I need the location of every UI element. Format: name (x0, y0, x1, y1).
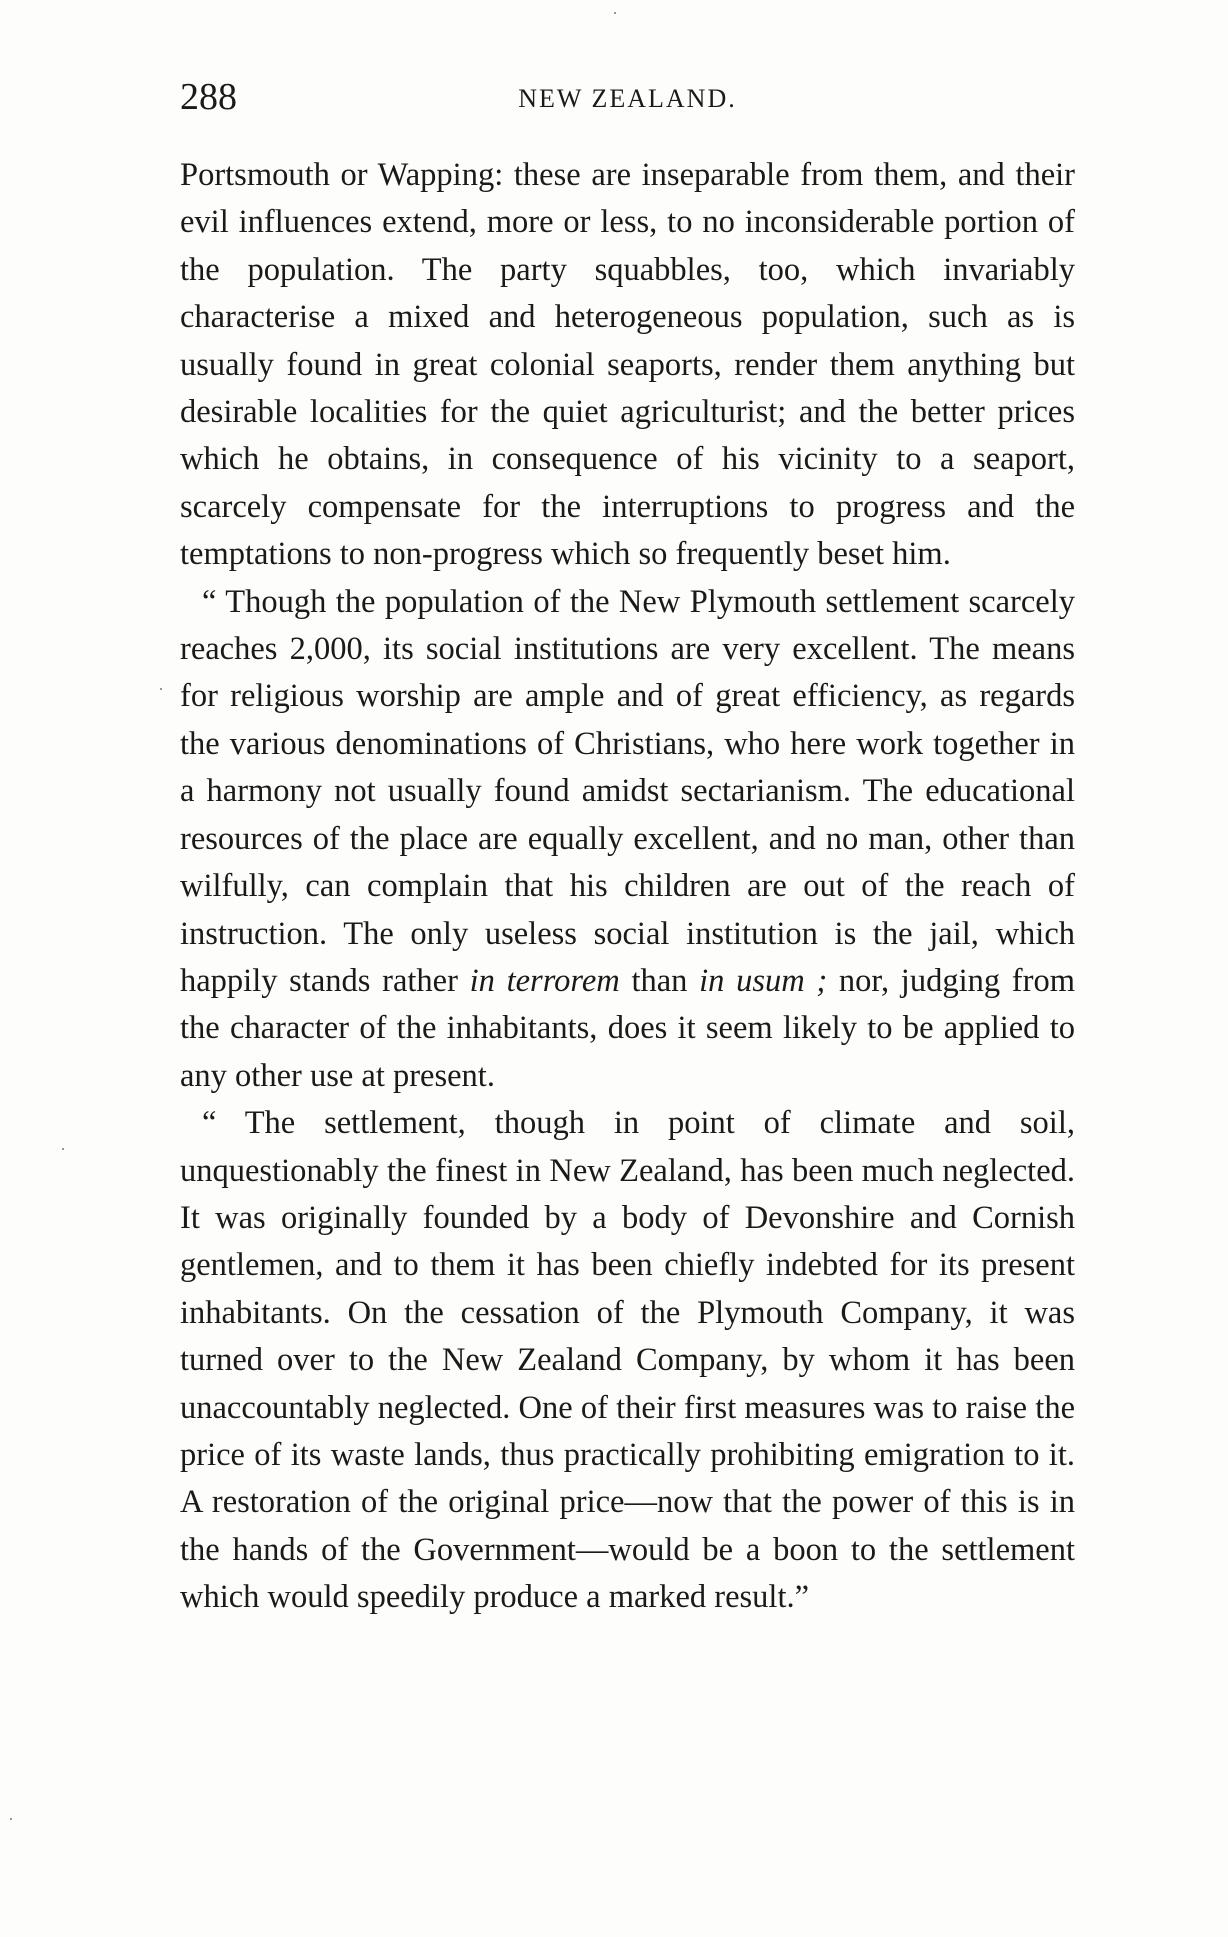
paragraph-1: Portsmouth or Wapping: these are inseparable from them, and their evil influences extend, more or less, to no inconsiderable portion of the population. The party squabbles, too, which invariably characterise a mixed and heterogeneous population, such as is usually found in great colonial seaports, render them anything but desirable localities for the quiet agriculturist; and the better prices which he obtains, in consequence of his vicinity to a seaport, scarcely compensate for the interruptions to progress and the temptations to non-progress which so frequently beset him. (180, 157, 1075, 573)
paper-speck (10, 1818, 12, 1820)
latin-phrase-in-terrorem: in terrorem (469, 962, 620, 999)
body-text (180, 152, 1075, 1622)
paragraph-2-text-a: “ Though the population of the New Plymouth settlement scarcely reaches 2,000, its social institutions are very excellent. The means for religious worship are ample and of great efficiency, as regards the various denominations of Christians, who here work together in a harmony not usually found amidst sectarianism. The educational resources of the place are equally excellent, and no man, other than wilfully, can complain that his children are out of the reach of instruction. The only useless social institution is the jail, which happily stands rather (180, 583, 1075, 999)
running-head (180, 72, 1075, 122)
paper-speck (62, 1148, 64, 1150)
paragraph-2-text-c: nor, judging from the character of the inhabitants, does it seem likely to be applied to any other use at present. (180, 962, 1075, 1094)
latin-phrase-in-usum: in usum ; (699, 962, 828, 999)
paragraph-2 (180, 579, 1075, 1100)
paragraph-3: “ The settlement, though in point of climate and soil, unquestionably the finest in New Zealand, has been much neglected. It was originally founded by a body of Devonshire and Cornish gentlemen, and to them it has been chiefly indebted for its present inhabitants. On the cessation of the Plymouth Company, it was turned over to the New Zealand Company, by whom it has been unaccountably neglected. One of their first measures was to raise the price of its waste lands, thus practically prohibiting emigration to it. A restoration of the original price—now that the power of this is in the hands of the Government—would be a boon to the settlement which would speedily produce a marked result.” (180, 1105, 1075, 1616)
running-title: NEW ZEALAND. (518, 84, 737, 113)
page-number: 288 (180, 76, 237, 118)
paper-speck (160, 688, 162, 690)
paragraph-2-text-b: than (619, 962, 700, 999)
paper-speck (614, 12, 616, 14)
